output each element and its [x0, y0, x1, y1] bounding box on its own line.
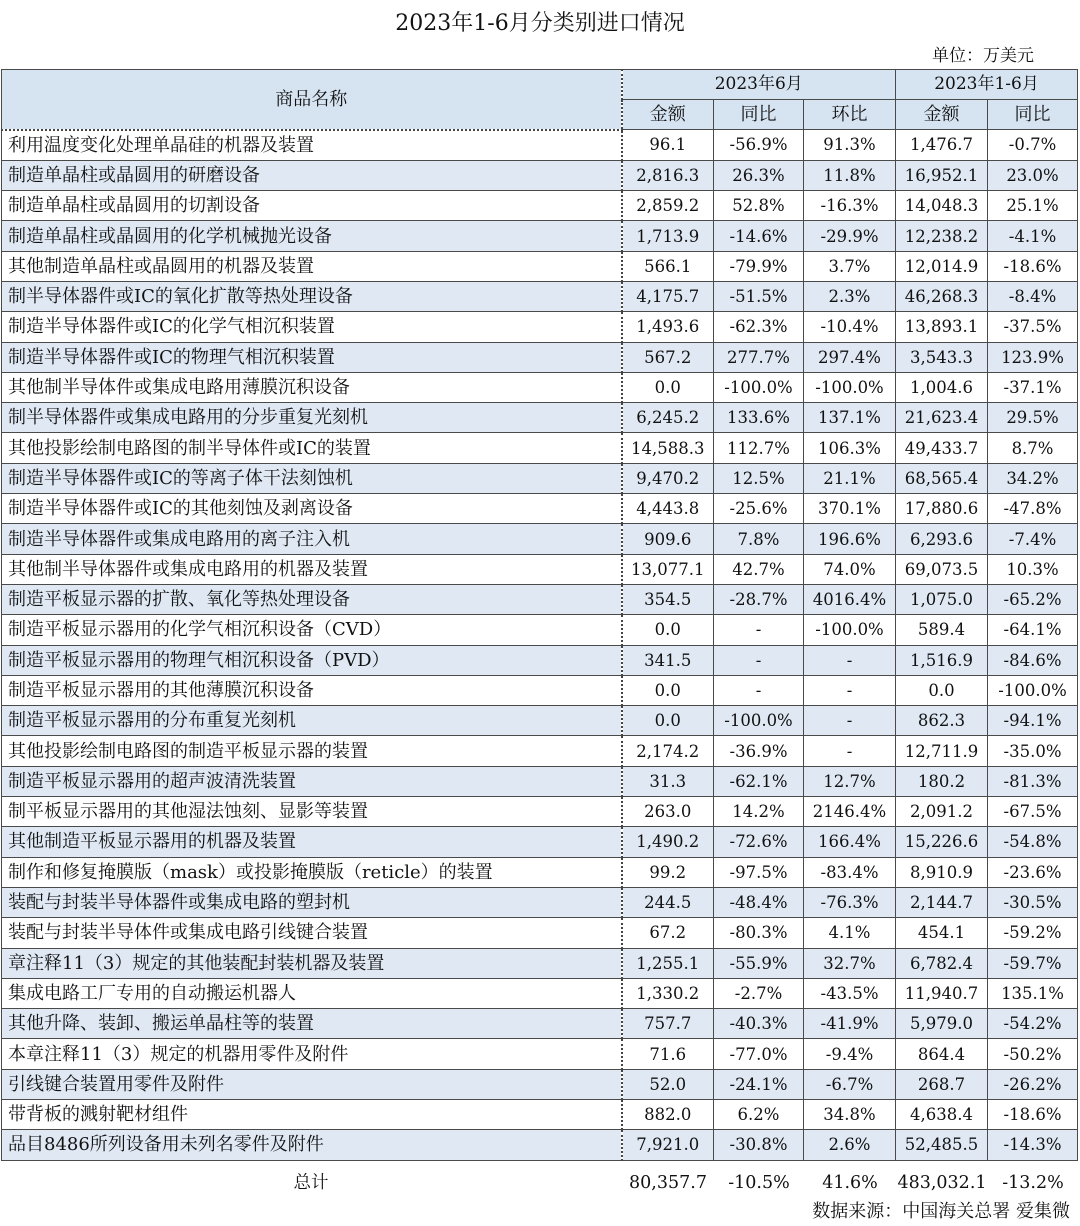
row-month-yoy: -62.1%	[714, 766, 804, 796]
row-month-mom: -	[804, 706, 896, 736]
row-month-yoy: 133.6%	[714, 403, 804, 433]
row-ytd-yoy: -30.5%	[988, 887, 1078, 917]
row-ytd-amount: 46,268.3	[896, 281, 988, 311]
row-month-amount: 882.0	[622, 1100, 714, 1130]
total-ytd-yoy: -13.2%	[1002, 1173, 1064, 1193]
row-ytd-amount: 14,048.3	[896, 191, 988, 221]
row-month-mom: 2.6%	[804, 1130, 896, 1160]
row-month-yoy: 12.5%	[714, 463, 804, 493]
row-ytd-yoy: 8.7%	[988, 433, 1078, 463]
table-row	[2, 706, 1078, 736]
row-ytd-amount: 0.0	[896, 675, 988, 705]
row-month-amount: 9,470.2	[622, 463, 714, 493]
row-ytd-yoy: -94.1%	[988, 706, 1078, 736]
row-ytd-yoy: -37.1%	[988, 372, 1078, 402]
row-ytd-yoy: -84.6%	[988, 645, 1078, 675]
row-name: 制半导体器件或IC的氧化扩散等热处理设备	[2, 281, 622, 311]
row-name: 制造半导体器件或集成电路用的离子注入机	[2, 524, 622, 554]
row-month-yoy: -77.0%	[714, 1039, 804, 1069]
row-ytd-amount: 5,979.0	[896, 1009, 988, 1039]
row-ytd-yoy: -8.4%	[988, 281, 1078, 311]
row-ytd-amount: 68,565.4	[896, 463, 988, 493]
row-month-mom: 91.3%	[804, 130, 896, 161]
header-name: 商品名称	[2, 70, 622, 130]
row-ytd-amount: 13,893.1	[896, 312, 988, 342]
row-month-yoy: -100.0%	[714, 706, 804, 736]
row-ytd-yoy: -65.2%	[988, 584, 1078, 614]
total-month-amount: 80,357.7	[629, 1173, 707, 1193]
row-month-mom: -9.4%	[804, 1039, 896, 1069]
row-month-amount: 2,816.3	[622, 160, 714, 190]
row-name: 制造半导体器件或IC的等离子体干法刻蚀机	[2, 463, 622, 493]
table-row	[2, 645, 1078, 675]
row-name: 利用温度变化处理单晶硅的机器及装置	[2, 130, 622, 161]
row-name: 其他制造单晶柱或晶圆用的机器及装置	[2, 251, 622, 281]
table-row	[2, 130, 1078, 161]
row-ytd-yoy: -100.0%	[988, 675, 1078, 705]
row-month-yoy: 26.3%	[714, 160, 804, 190]
row-ytd-amount: 11,940.7	[896, 978, 988, 1008]
unit-label: 单位：万美元	[932, 46, 1034, 66]
row-month-yoy: -79.9%	[714, 251, 804, 281]
row-month-mom: 11.8%	[804, 160, 896, 190]
row-month-yoy: 6.2%	[714, 1100, 804, 1130]
row-ytd-amount: 1,004.6	[896, 372, 988, 402]
table-row	[2, 978, 1078, 1008]
row-ytd-yoy: -14.3%	[988, 1130, 1078, 1160]
table-row	[2, 160, 1078, 190]
total-ytd-amount: 483,032.1	[897, 1173, 987, 1193]
row-name: 带背板的溅射靶材组件	[2, 1100, 622, 1130]
table-row	[2, 1039, 1078, 1069]
table-row	[2, 887, 1078, 917]
row-ytd-yoy: -23.6%	[988, 857, 1078, 887]
row-month-mom: -43.5%	[804, 978, 896, 1008]
row-month-mom: 106.3%	[804, 433, 896, 463]
row-ytd-yoy: -18.6%	[988, 1100, 1078, 1130]
row-ytd-amount: 3,543.3	[896, 342, 988, 372]
row-month-amount: 0.0	[622, 615, 714, 645]
row-ytd-amount: 589.4	[896, 615, 988, 645]
table-row	[2, 857, 1078, 887]
row-month-mom: -100.0%	[804, 615, 896, 645]
row-ytd-amount: 12,238.2	[896, 221, 988, 251]
row-name: 装配与封装半导体件或集成电路引线键合装置	[2, 918, 622, 948]
row-ytd-yoy: 34.2%	[988, 463, 1078, 493]
row-ytd-yoy: 10.3%	[988, 554, 1078, 584]
row-ytd-amount: 1,516.9	[896, 645, 988, 675]
row-month-mom: 370.1%	[804, 494, 896, 524]
header-month-yoy: 同比	[714, 100, 804, 130]
row-name: 制造平板显示器用的分布重复光刻机	[2, 706, 622, 736]
row-ytd-amount: 16,952.1	[896, 160, 988, 190]
total-month-mom: 41.6%	[822, 1173, 878, 1193]
row-ytd-amount: 1,476.7	[896, 130, 988, 161]
row-name: 其他制造平板显示器用的机器及装置	[2, 827, 622, 857]
row-month-amount: 2,859.2	[622, 191, 714, 221]
table-row	[2, 494, 1078, 524]
row-month-yoy: -30.8%	[714, 1130, 804, 1160]
row-name: 其他升降、装卸、搬运单晶柱等的装置	[2, 1009, 622, 1039]
row-month-yoy: 277.7%	[714, 342, 804, 372]
row-month-yoy: -	[714, 615, 804, 645]
table-row	[2, 827, 1078, 857]
row-ytd-amount: 4,638.4	[896, 1100, 988, 1130]
table-row	[2, 584, 1078, 614]
row-ytd-amount: 268.7	[896, 1069, 988, 1099]
row-ytd-amount: 454.1	[896, 918, 988, 948]
header-period-ytd: 2023年1-6月	[896, 70, 1078, 100]
row-ytd-amount: 6,293.6	[896, 524, 988, 554]
table-row	[2, 948, 1078, 978]
table-row	[2, 736, 1078, 766]
row-month-yoy: 52.8%	[714, 191, 804, 221]
row-month-yoy: -97.5%	[714, 857, 804, 887]
row-name: 制半导体器件或集成电路用的分步重复光刻机	[2, 403, 622, 433]
row-month-yoy: -80.3%	[714, 918, 804, 948]
row-ytd-amount: 21,623.4	[896, 403, 988, 433]
row-month-yoy: -62.3%	[714, 312, 804, 342]
row-month-mom: -16.3%	[804, 191, 896, 221]
row-ytd-amount: 69,073.5	[896, 554, 988, 584]
row-month-mom: 4016.4%	[804, 584, 896, 614]
total-label: 总计	[293, 1173, 329, 1193]
row-name: 制造平板显示器用的物理气相沉积设备（PVD）	[2, 645, 622, 675]
row-name: 制造单晶柱或晶圆用的研磨设备	[2, 160, 622, 190]
row-month-mom: -76.3%	[804, 887, 896, 917]
row-name: 制造单晶柱或晶圆用的化学机械抛光设备	[2, 221, 622, 251]
table-row	[2, 1100, 1078, 1130]
row-month-mom: 34.8%	[804, 1100, 896, 1130]
row-name: 制平板显示器用的其他湿法蚀刻、显影等装置	[2, 797, 622, 827]
row-month-yoy: 7.8%	[714, 524, 804, 554]
row-month-mom: -	[804, 645, 896, 675]
row-ytd-amount: 862.3	[896, 706, 988, 736]
row-name: 制造平板显示器用的其他薄膜沉积设备	[2, 675, 622, 705]
row-ytd-yoy: -50.2%	[988, 1039, 1078, 1069]
row-month-amount: 4,443.8	[622, 494, 714, 524]
row-name: 集成电路工厂专用的自动搬运机器人	[2, 978, 622, 1008]
row-month-yoy: -24.1%	[714, 1069, 804, 1099]
header-month-mom: 环比	[804, 100, 896, 130]
row-ytd-amount: 180.2	[896, 766, 988, 796]
row-ytd-amount: 2,091.2	[896, 797, 988, 827]
table-row	[2, 1069, 1078, 1099]
table-row	[2, 312, 1078, 342]
header-month-amount: 金额	[622, 100, 714, 130]
row-month-amount: 71.6	[622, 1039, 714, 1069]
import-table	[1, 69, 1078, 1161]
row-name: 制造平板显示器用的超声波清洗装置	[2, 766, 622, 796]
page-title: 2023年1-6月分类别进口情况	[395, 11, 685, 36]
row-month-amount: 263.0	[622, 797, 714, 827]
row-month-amount: 99.2	[622, 857, 714, 887]
table-row	[2, 403, 1078, 433]
row-month-yoy: -14.6%	[714, 221, 804, 251]
row-name: 其他投影绘制电路图的制造平板显示器的装置	[2, 736, 622, 766]
total-row	[1, 1169, 1077, 1197]
row-month-mom: -	[804, 675, 896, 705]
row-month-amount: 1,255.1	[622, 948, 714, 978]
row-ytd-yoy: 123.9%	[988, 342, 1078, 372]
row-ytd-amount: 2,144.7	[896, 887, 988, 917]
row-ytd-yoy: -59.7%	[988, 948, 1078, 978]
row-ytd-yoy: 25.1%	[988, 191, 1078, 221]
row-month-yoy: -51.5%	[714, 281, 804, 311]
row-name: 引线键合装置用零件及附件	[2, 1069, 622, 1099]
row-month-amount: 14,588.3	[622, 433, 714, 463]
row-name: 装配与封装半导体器件或集成电路的塑封机	[2, 887, 622, 917]
row-name: 制造单晶柱或晶圆用的切割设备	[2, 191, 622, 221]
row-month-mom: 74.0%	[804, 554, 896, 584]
table-row	[2, 615, 1078, 645]
row-month-yoy: 112.7%	[714, 433, 804, 463]
table-row	[2, 372, 1078, 402]
row-month-amount: 354.5	[622, 584, 714, 614]
row-ytd-yoy: -67.5%	[988, 797, 1078, 827]
row-ytd-yoy: -18.6%	[988, 251, 1078, 281]
table-row	[2, 221, 1078, 251]
row-month-mom: 4.1%	[804, 918, 896, 948]
row-month-yoy: -72.6%	[714, 827, 804, 857]
row-month-mom: 3.7%	[804, 251, 896, 281]
row-month-amount: 1,490.2	[622, 827, 714, 857]
table-row	[2, 281, 1078, 311]
row-name: 制造平板显示器的扩散、氧化等热处理设备	[2, 584, 622, 614]
row-month-mom: 21.1%	[804, 463, 896, 493]
row-ytd-amount: 12,711.9	[896, 736, 988, 766]
row-ytd-amount: 12,014.9	[896, 251, 988, 281]
row-ytd-amount: 49,433.7	[896, 433, 988, 463]
row-month-amount: 909.6	[622, 524, 714, 554]
row-month-mom: -83.4%	[804, 857, 896, 887]
source-note: 数据来源：中国海关总署 爱集微	[812, 1201, 1070, 1222]
row-month-amount: 1,330.2	[622, 978, 714, 1008]
row-month-amount: 341.5	[622, 645, 714, 675]
row-month-mom: -6.7%	[804, 1069, 896, 1099]
table-row	[2, 1130, 1078, 1160]
row-month-yoy: -48.4%	[714, 887, 804, 917]
table-row	[2, 251, 1078, 281]
row-name: 制造半导体器件或IC的物理气相沉积装置	[2, 342, 622, 372]
row-month-yoy: -36.9%	[714, 736, 804, 766]
row-name: 章注释11（3）规定的其他装配封装机器及装置	[2, 948, 622, 978]
row-month-amount: 7,921.0	[622, 1130, 714, 1160]
row-month-amount: 4,175.7	[622, 281, 714, 311]
row-month-amount: 67.2	[622, 918, 714, 948]
row-ytd-yoy: -54.8%	[988, 827, 1078, 857]
row-month-yoy: -2.7%	[714, 978, 804, 1008]
row-name: 品目8486所列设备用未列名零件及附件	[2, 1130, 622, 1160]
table-row	[2, 191, 1078, 221]
table-row	[2, 918, 1078, 948]
row-month-mom: -	[804, 736, 896, 766]
row-month-mom: 166.4%	[804, 827, 896, 857]
row-ytd-amount: 6,782.4	[896, 948, 988, 978]
row-month-amount: 0.0	[622, 372, 714, 402]
row-month-yoy: -40.3%	[714, 1009, 804, 1039]
row-month-amount: 13,077.1	[622, 554, 714, 584]
table-body	[2, 130, 1078, 1161]
row-month-amount: 96.1	[622, 130, 714, 161]
row-month-amount: 0.0	[622, 675, 714, 705]
header-period-month: 2023年6月	[622, 70, 896, 100]
row-month-yoy: 42.7%	[714, 554, 804, 584]
row-ytd-yoy: -47.8%	[988, 494, 1078, 524]
row-ytd-yoy: 23.0%	[988, 160, 1078, 190]
row-name: 制造平板显示器用的化学气相沉积设备（CVD）	[2, 615, 622, 645]
row-month-amount: 2,174.2	[622, 736, 714, 766]
row-name: 制造半导体器件或IC的化学气相沉积装置	[2, 312, 622, 342]
row-month-amount: 567.2	[622, 342, 714, 372]
row-ytd-amount: 15,226.6	[896, 827, 988, 857]
row-month-mom: -29.9%	[804, 221, 896, 251]
row-month-yoy: 14.2%	[714, 797, 804, 827]
row-month-amount: 52.0	[622, 1069, 714, 1099]
row-ytd-yoy: 29.5%	[988, 403, 1078, 433]
row-month-mom: 297.4%	[804, 342, 896, 372]
row-month-amount: 0.0	[622, 706, 714, 736]
row-ytd-yoy: -7.4%	[988, 524, 1078, 554]
table-row	[2, 766, 1078, 796]
row-ytd-yoy: -81.3%	[988, 766, 1078, 796]
row-month-amount: 1,713.9	[622, 221, 714, 251]
row-ytd-yoy: -54.2%	[988, 1009, 1078, 1039]
row-month-mom: -41.9%	[804, 1009, 896, 1039]
row-month-mom: 12.7%	[804, 766, 896, 796]
row-month-yoy: -28.7%	[714, 584, 804, 614]
row-ytd-yoy: -0.7%	[988, 130, 1078, 161]
table-row	[2, 797, 1078, 827]
table-row	[2, 433, 1078, 463]
row-ytd-amount: 17,880.6	[896, 494, 988, 524]
row-month-mom: 137.1%	[804, 403, 896, 433]
table-row	[2, 342, 1078, 372]
row-month-mom: 2146.4%	[804, 797, 896, 827]
table-row	[2, 524, 1078, 554]
row-ytd-yoy: -59.2%	[988, 918, 1078, 948]
row-month-amount: 31.3	[622, 766, 714, 796]
row-ytd-yoy: -64.1%	[988, 615, 1078, 645]
row-ytd-yoy: -4.1%	[988, 221, 1078, 251]
row-month-yoy: -100.0%	[714, 372, 804, 402]
row-month-yoy: -56.9%	[714, 130, 804, 161]
row-ytd-yoy: -37.5%	[988, 312, 1078, 342]
row-ytd-amount: 1,075.0	[896, 584, 988, 614]
row-month-mom: -100.0%	[804, 372, 896, 402]
row-month-amount: 1,493.6	[622, 312, 714, 342]
row-ytd-yoy: -26.2%	[988, 1069, 1078, 1099]
row-month-yoy: -	[714, 675, 804, 705]
row-month-mom: 196.6%	[804, 524, 896, 554]
row-month-mom: 2.3%	[804, 281, 896, 311]
total-month-yoy: -10.5%	[728, 1173, 790, 1193]
row-ytd-amount: 52,485.5	[896, 1130, 988, 1160]
row-month-amount: 566.1	[622, 251, 714, 281]
row-ytd-yoy: 135.1%	[988, 978, 1078, 1008]
row-name: 制作和修复掩膜版（mask）或投影掩膜版（reticle）的装置	[2, 857, 622, 887]
row-name: 其他制半导体件或集成电路用薄膜沉积设备	[2, 372, 622, 402]
table-row	[2, 675, 1078, 705]
row-name: 其他制半导体器件或集成电路用的机器及装置	[2, 554, 622, 584]
row-month-yoy: -55.9%	[714, 948, 804, 978]
row-month-amount: 757.7	[622, 1009, 714, 1039]
header-ytd-yoy: 同比	[988, 100, 1078, 130]
row-ytd-amount: 864.4	[896, 1039, 988, 1069]
row-name: 其他投影绘制电路图的制半导体件或IC的装置	[2, 433, 622, 463]
row-month-yoy: -	[714, 645, 804, 675]
row-name: 本章注释11（3）规定的机器用零件及附件	[2, 1039, 622, 1069]
row-month-amount: 6,245.2	[622, 403, 714, 433]
row-ytd-amount: 8,910.9	[896, 857, 988, 887]
table-row	[2, 463, 1078, 493]
header-ytd-amount: 金额	[896, 100, 988, 130]
row-month-mom: -10.4%	[804, 312, 896, 342]
row-name: 制造半导体器件或IC的其他刻蚀及剥离设备	[2, 494, 622, 524]
table-row	[2, 1009, 1078, 1039]
row-month-amount: 244.5	[622, 887, 714, 917]
row-month-yoy: -25.6%	[714, 494, 804, 524]
row-ytd-yoy: -35.0%	[988, 736, 1078, 766]
table-row	[2, 554, 1078, 584]
row-month-mom: 32.7%	[804, 948, 896, 978]
